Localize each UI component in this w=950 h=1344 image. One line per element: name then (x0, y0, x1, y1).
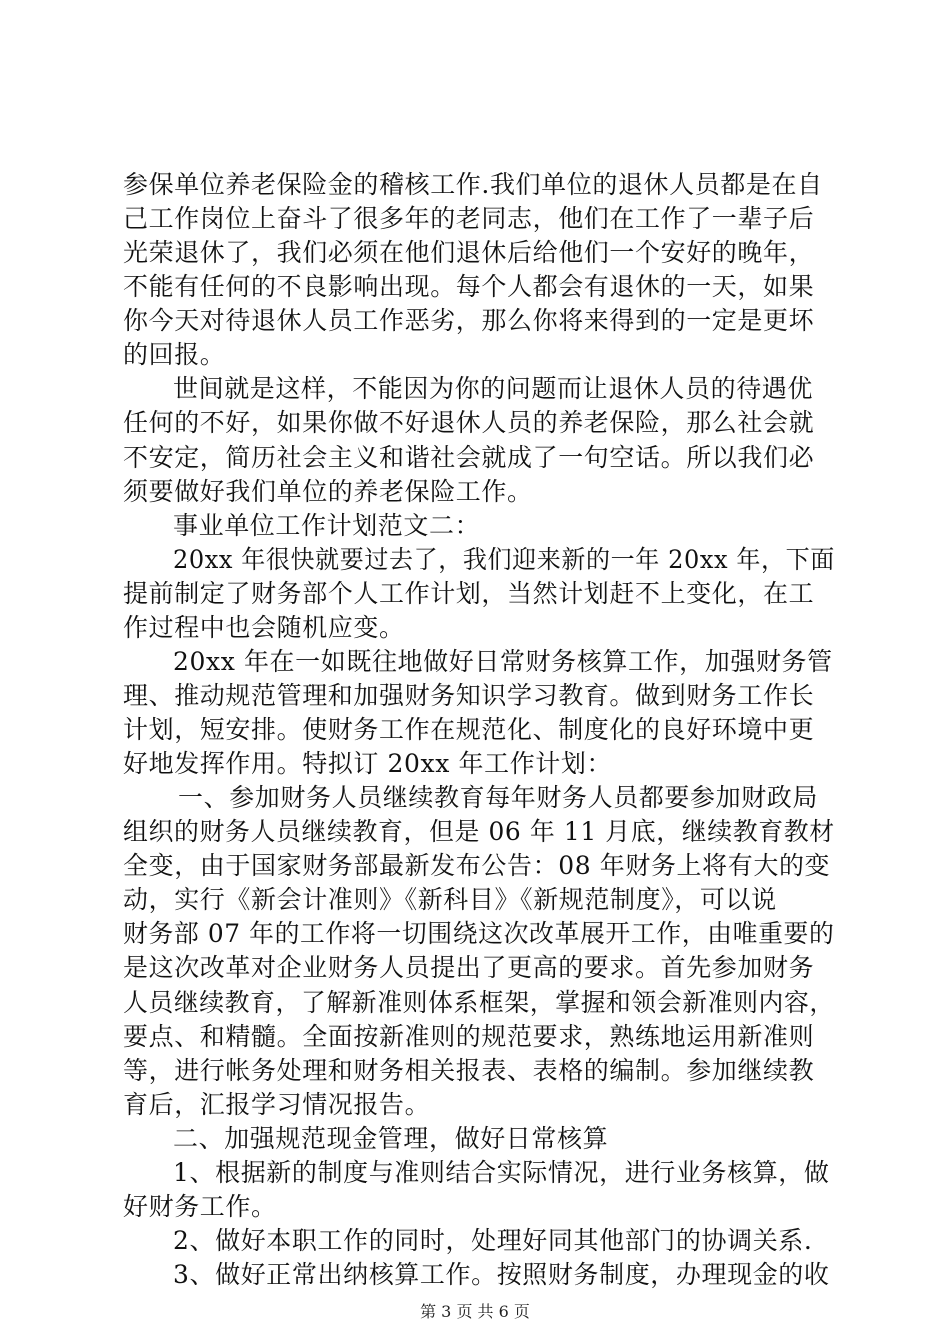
text-line: 3、做好正常出纳核算工作。按照财务制度，办理现金的收 (173, 1260, 830, 1289)
text-line: 1、根据新的制度与准则结合实际情况，进行业务核算，做 (173, 1158, 830, 1187)
text-line: 是这次改革对企业财务人员提出了更高的要求。首先参加财务 (123, 953, 815, 982)
text-line: 不安定，简历社会主义和谐社会就成了一句空话。所以我们必 (123, 443, 815, 472)
text-line: 你今天对待退休人员工作恶劣，那么你将来得到的一定是更坏 (123, 306, 815, 335)
text-line: 一、参加财务人员继续教育每年财务人员都要参加财政局 (178, 783, 819, 812)
text-line: 参保单位养老保险金的稽核工作.我们单位的退休人员都是在自 (123, 170, 823, 199)
text-line: 事业单位工作计划范文二： (173, 511, 481, 540)
text-line: 等，进行帐务处理和财务相关报表、表格的编制。参加继续教 (123, 1056, 815, 1085)
text-line: 人员继续教育，了解新准则体系框架，掌握和领会新准则内容， (123, 988, 835, 1017)
text-line: 动，实行《新会计准则》《新科目》《新规范制度》，可以说 (123, 885, 777, 914)
text-line: 己工作岗位上奋斗了很多年的老同志，他们在工作了一辈子后 (123, 204, 815, 233)
text-line: 要点、和精髓。全面按新准则的规范要求，熟练地运用新准则 (123, 1022, 815, 1051)
text-line: 光荣退休了，我们必须在他们退休后给他们一个安好的晚年， (123, 238, 815, 267)
text-line: 作过程中也会随机应变。 (123, 613, 405, 642)
page-footer: 第 3 页 共 6 页 (420, 1302, 530, 1321)
text-line: 组织的财务人员继续教育，但是 06 年 11 月底，继续教育教材 (123, 817, 835, 846)
text-line: 全变，由于国家财务部最新发布公告：08 年财务上将有大的变 (123, 851, 831, 880)
text-line: 世间就是这样，不能因为你的问题而让退休人员的待遇优 (173, 374, 814, 403)
text-line: 提前制定了财务部个人工作计划，当然计划赶不上变化，在工 (123, 579, 815, 608)
text-line: 须要做好我们单位的养老保险工作。 (123, 477, 533, 506)
text-line: 好财务工作。 (123, 1192, 277, 1221)
text-line: 理、推动规范管理和加强财务知识学习教育。做到财务工作长 (123, 681, 815, 710)
text-line: 财务部 07 年的工作将一切围绕这次改革展开工作，由唯重要的 (123, 919, 835, 948)
text-line: 的回报。 (123, 340, 226, 369)
text-line: 育后，汇报学习情况报告。 (123, 1090, 431, 1119)
text-line: 任何的不好，如果你做不好退休人员的养老保险，那么社会就 (123, 408, 815, 437)
text-line: 2、做好本职工作的同时，处理好同其他部门的协调关系. (173, 1226, 813, 1255)
text-line: 计划，短安排。使财务工作在规范化、制度化的良好环境中更 (123, 715, 815, 744)
text-line: 二、加强规范现金管理，做好日常核算 (173, 1124, 609, 1153)
text-line: 20xx 年很快就要过去了，我们迎来新的一年 20xx 年，下面 (173, 545, 835, 574)
text-line: 20xx 年在一如既往地做好日常财务核算工作，加强财务管 (173, 647, 833, 676)
text-line: 好地发挥作用。特拟订 20xx 年工作计划： (123, 749, 613, 778)
text-line: 不能有任何的不良影响出现。每个人都会有退休的一天，如果 (123, 272, 815, 301)
